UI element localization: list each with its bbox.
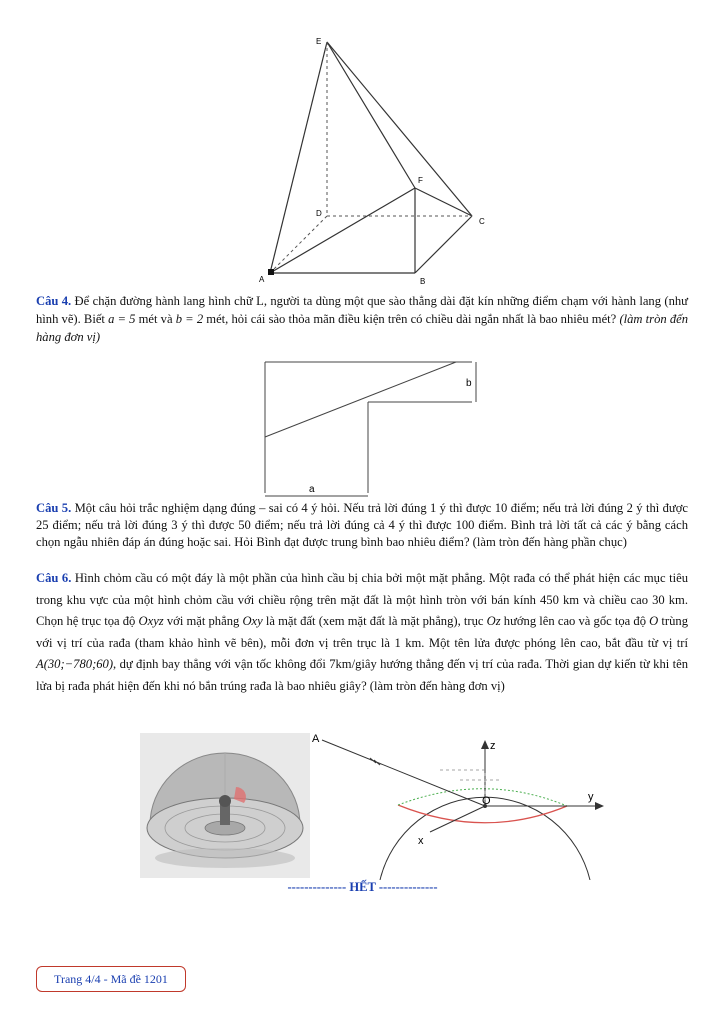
label-o: O [482,795,491,807]
label-z: z [490,740,496,752]
label-f: F [418,176,423,185]
end-marker: -------------- HẾT -------------- [287,880,438,894]
question-5: Câu 5. Một câu hỏi trắc nghiệm dạng đúng – sai có 4 ý hỏi. Nếu trả lời đúng 1 ý thì được 10 điểm; nếu trả lời đúng 2 ý thì được 25 điểm; nếu trả lời đúng 3 ý thì được 50 điểm; nếu trả lời đúng cả 4 ý thì được 100 điểm. Bình trả lời tất cả các ý bằng cách chọn ngẫu nhiên đáp án đúng hoặc sai. Hỏi Bình đạt được trung bình bao nhiêu điểm? (làm tròn đến hàng phần chục) [36,501,688,549]
radar-dome-image [140,733,310,878]
label-a: A [312,733,320,745]
label-b: b [466,378,472,389]
label-d: D [316,209,322,218]
point-a-coordinates: A(30;−780;60) [36,657,114,671]
page-footer: Trang 4/4 - Mã đề 1201 [36,966,186,992]
radar-coordinate-figure [310,728,610,880]
label-c: C [479,217,485,226]
pyramid-figure [255,30,495,290]
question-5-label: Câu 5. [36,501,72,515]
label-a: A [259,275,265,284]
question-6: Câu 6. Hình chỏm cầu có một đáy là một phần của hình cầu bị chia bởi một mặt phẳng. Một rađa có thể phát hiện các mục tiêu trong khu vực của một hình chỏm cầu với chiều rộng trên mặt đất là một hình tròn với bán kính 450 km và chiều cao 30 km. Chọn hệ trục tọa độ Oxyz với mặt phẳng Oxy là mặt đất (xem mặt đất là mặt phẳng), trục Oz hướng lên cao và gốc tọa độ O trùng với vị trí của rađa (tham khảo hình vẽ bên), mỗi đơn vị trên trục là 1 km. Một tên lửa được phóng lên cao, bắt đầu từ vị trí A(30;−780;60), dự định bay thẳng với vận tốc không đổi 7km/giây hướng thẳng đến vị trí của rađa. Thời gian dự kiến từ khi tên lửa bị rađa phát hiện đến khi nó bắn trúng rađa là bao nhiêu giây? (làm tròn đến hàng đơn vị) [36,571,689,693]
question-4: Câu 4. Để chặn đường hành lang hình chữ L, người ta dùng một que sào thẳng dài đặt kín những điểm chạm với hành lang (như hình vẽ). Biết a = 5 mét và b = 2 mét, hỏi cái sào thỏa mãn điều kiện trên có chiều dài ngắn nhất là bao nhiêu mét? (làm tròn đến hàng đơn vị) [36,294,689,344]
rounding-note: (làm tròn đến hàng đơn vị) [36,312,689,344]
question-6-label: Câu 6. [36,571,72,585]
question-4-label: Câu 4. [36,294,72,308]
label-y: y [588,791,594,803]
label-a: a [309,484,315,495]
corridor-figure [258,356,488,502]
label-b: B [420,277,426,286]
label-e: E [316,37,322,46]
label-x: x [418,835,424,847]
